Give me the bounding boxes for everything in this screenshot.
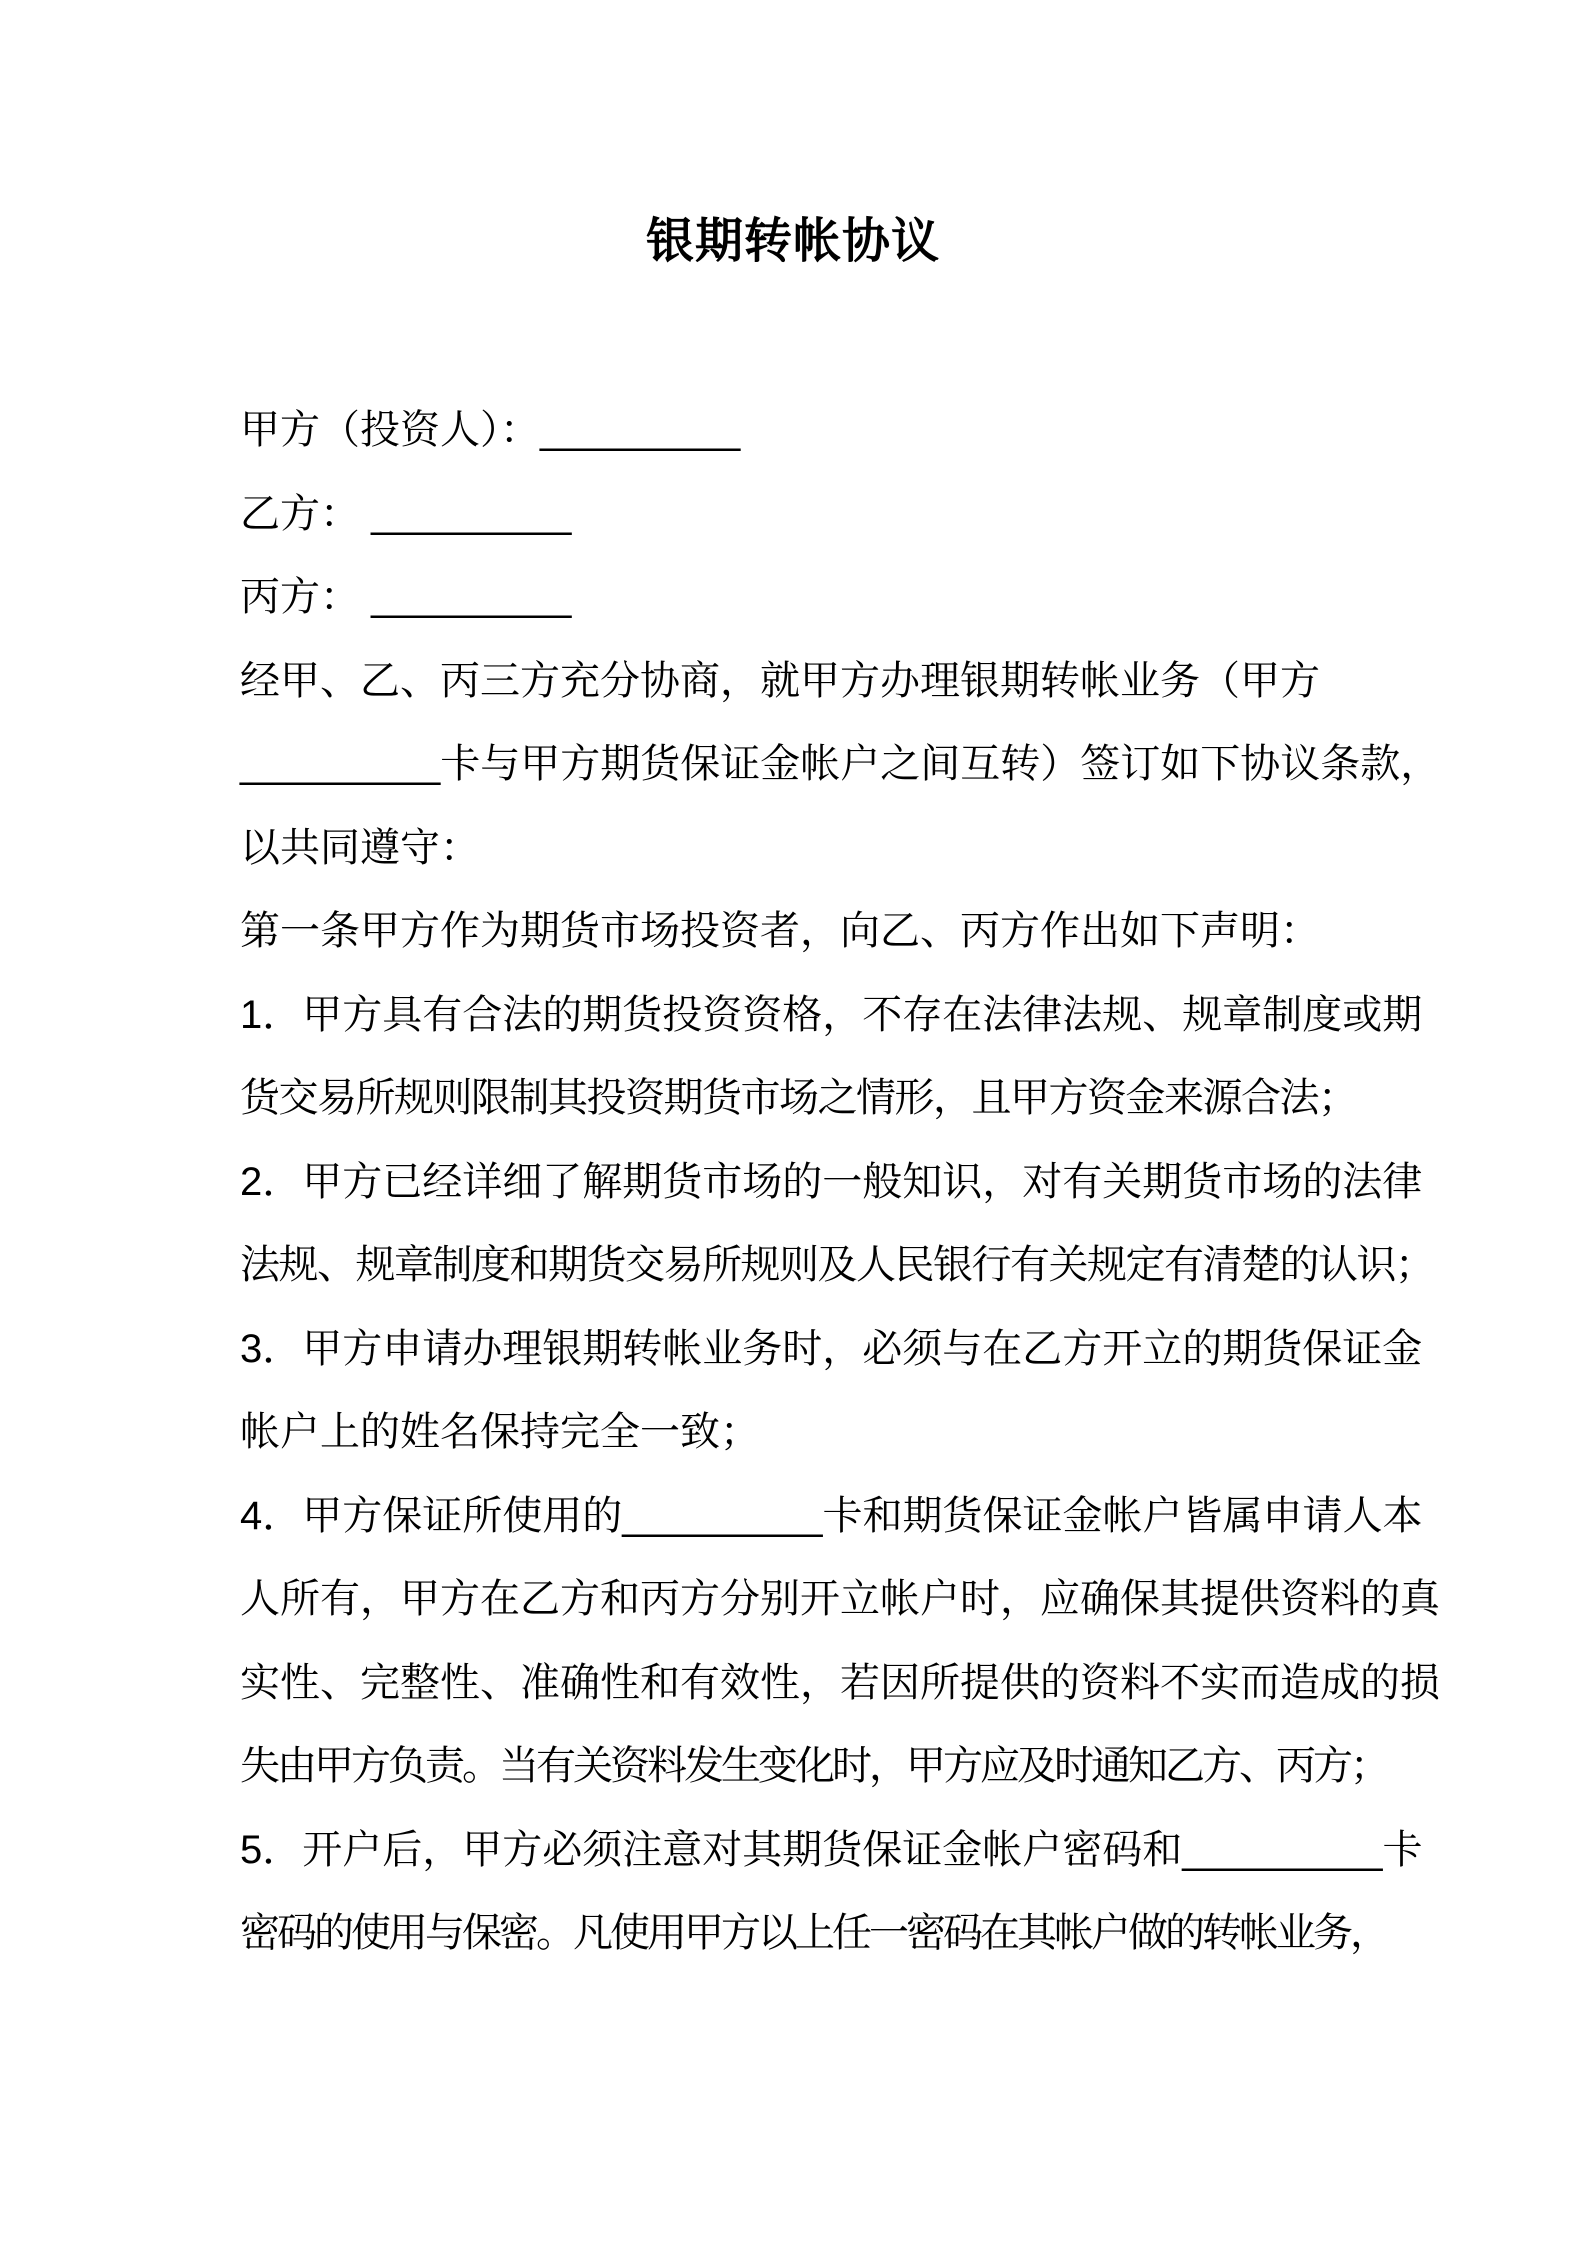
text-line-clause-4b: 人所有，甲方在乙方和丙方分别开立帐户时，应确保其提供资料的真 — [240, 1577, 1440, 1621]
text-line-clause-2b: 法规、规章制度和期货交易所规则及人民银行有关规定有清楚的认识； — [240, 1243, 1434, 1287]
document-body — [240, 389, 1441, 1976]
text-line-party-c: 丙方： _________ — [240, 575, 572, 619]
text-line-clause-1a: 1．甲方具有合法的期货投资资格，不存在法律法规、规章制度或期 — [240, 992, 1423, 1037]
text-line-clause-5a: 5．开户后，甲方必须注意对其期货保证金帐户密码和_________卡 — [240, 1827, 1423, 1872]
text-line-clause-3b: 帐户上的姓名保持完全一致； — [240, 1410, 760, 1454]
text-line-clause-4a: 4．甲方保证所使用的_________卡和期货保证金帐户皆属申请人本 — [240, 1493, 1423, 1538]
document-title: 银期转帐协议 — [645, 215, 940, 268]
text-line-clause-4c: 实性、完整性、准确性和有效性，若因所提供的资料不实而造成的损 — [240, 1660, 1440, 1705]
text-line-party-a: 甲方（投资人）：_________ — [240, 408, 741, 452]
text-line-clause-2a: 2．甲方已经详细了解期货市场的一般知识，对有关期货市场的法律 — [240, 1159, 1423, 1204]
text-line-clause-4d: 失由甲方负责。当有关资料发生变化时，甲方应及时通知乙方、丙方； — [240, 1744, 1387, 1788]
text-line-clause-1b: 货交易所规则限制其投资期货市场之情形，且甲方资金来源合法； — [240, 1076, 1357, 1120]
text-line-party-b: 乙方： _________ — [240, 491, 572, 536]
text-line-preamble-3: 以共同遵守： — [240, 825, 480, 870]
text-line-clause-3a: 3．甲方申请办理银期转帐业务时，必须与在乙方开立的期货保证金 — [240, 1326, 1423, 1371]
text-line-preamble-1: 经甲、乙、丙三方充分协商，就甲方办理银期转帐业务（甲方 — [240, 658, 1320, 703]
text-line-clause-5b: 密码的使用与保密。凡使用甲方以上任一密码在其帐户做的转帐业务， — [240, 1911, 1387, 1955]
text-line-article-1: 第一条甲方作为期货市场投资者，向乙、丙方作出如下声明： — [240, 909, 1320, 953]
text-line-preamble-2: _________卡与甲方期货保证金帐户之间互转）签订如下协议条款， — [240, 742, 1441, 786]
